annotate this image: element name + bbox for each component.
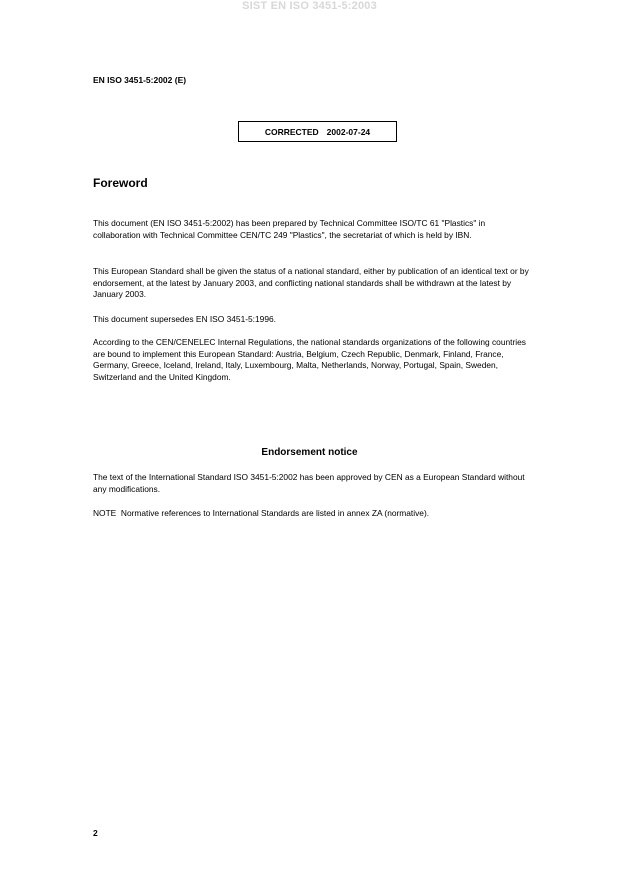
foreword-heading: Foreword (93, 176, 148, 190)
foreword-paragraph-4: According to the CEN/CENELEC Internal Regulations, the national standards organizations of the following countries are bound to implement this European Standard: Austria, Belgium, Czech Republic, Denmark, Finland, France, Germany, Greece, Iceland, Ireland, Italy, Luxembourg, Malta, Netherlands, Norway, Portugal, Spain, Sweden, Switzerland and the United Kingdom. (93, 337, 526, 382)
corrected-label: CORRECTED (264, 126, 319, 137)
foreword-paragraph-1: This document (EN ISO 3451-5:2002) has been prepared by Technical Committee ISO/TC 61 "Plastics" in collaboration with Technical Committee CEN/TC 249 "Plastics", the secretariat of which is held by IBN. (93, 218, 486, 240)
page-number: 2 (93, 828, 98, 838)
endorsement-note: NOTE Normative references to International Standards are listed in annex ZA (normative). (93, 508, 430, 518)
endorsement-heading: Endorsement notice (261, 447, 358, 458)
endorsement-paragraph-1: The text of the International Standard ISO 3451-5:2002 has been approved by CEN as a European Standard without any modifications. (93, 472, 525, 494)
corrected-date: 2002-07-24 (326, 126, 371, 137)
corrected-stamp (238, 121, 397, 142)
foreword-paragraph-2: This European Standard shall be given the status of a national standard, either by publication of an identical text or by endorsement, at the latest by January 2003, and conflicting national standards shall be withdrawn at the latest by January 2003. (93, 266, 529, 300)
foreword-paragraph-3: This document supersedes EN ISO 3451-5:1996. (93, 314, 276, 324)
watermark: SIST EN ISO 3451-5:2003 (242, 0, 377, 12)
document-reference: EN ISO 3451-5:2002 (E) (93, 75, 187, 85)
